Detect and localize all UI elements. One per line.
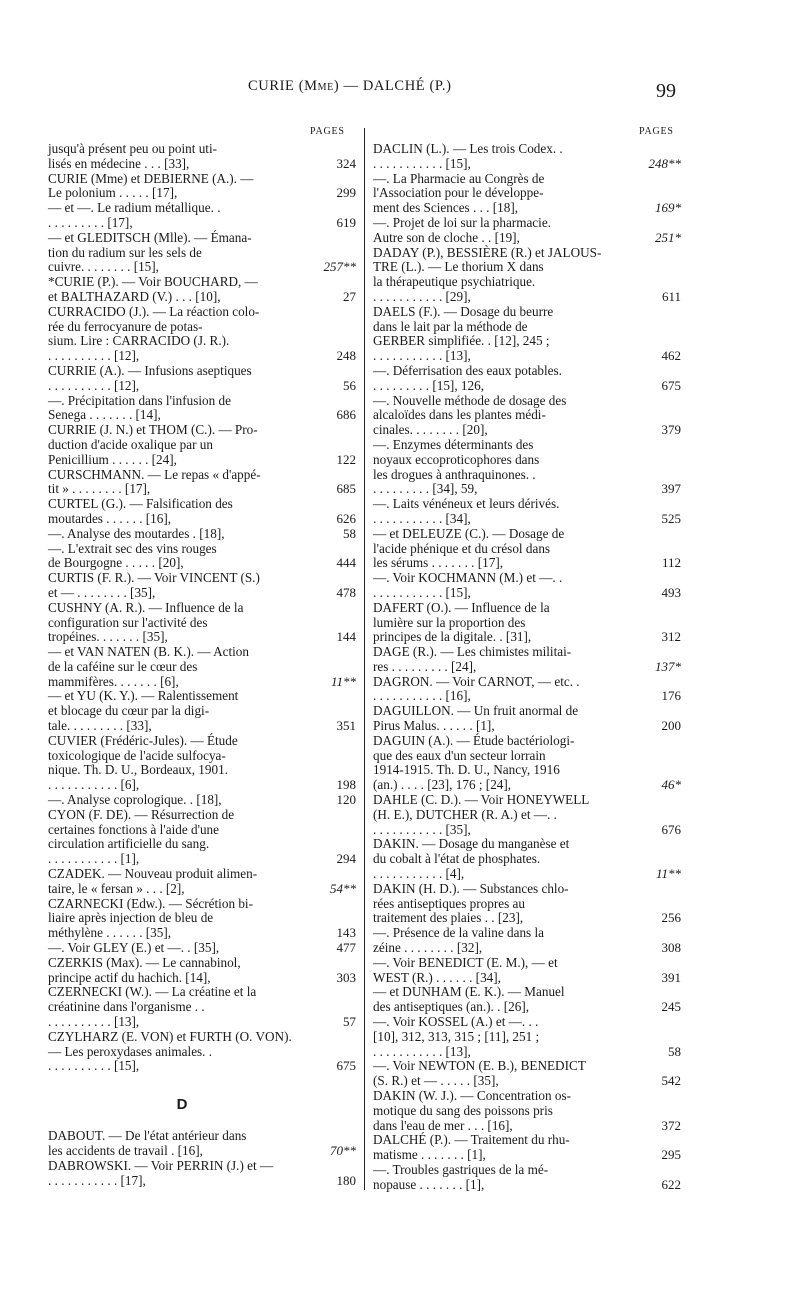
index-entry	[48, 1030, 356, 1074]
index-entry	[373, 246, 681, 305]
entry-text: —. Laits vénéneux et leurs dérivés. . . . . . . . . . . . [34],	[373, 496, 560, 526]
entry-text: —. Voir GLEY (E.) et —. . [35],	[48, 940, 220, 956]
entry-page-number: 54**	[330, 880, 356, 896]
index-entry	[373, 837, 681, 881]
index-entry	[373, 734, 681, 793]
index-entry	[48, 201, 356, 231]
index-entry	[373, 364, 681, 394]
entry-text: CURTIS (F. R.). — Voir VINCENT (S.) et — . . . . . . . . [35],	[48, 570, 260, 600]
entry-text: DABOUT. — De l'état antérieur dans les accidents de travail . [16],	[48, 1128, 247, 1158]
entry-text: —. Présence de la valine dans la zéine . . . . . . . . [32],	[373, 925, 545, 956]
index-entry	[48, 1129, 356, 1159]
entry-page-number: 622	[661, 1176, 681, 1192]
index-entry	[373, 1059, 681, 1089]
entry-page-number: 444	[336, 555, 356, 571]
entry-page-number: 70**	[330, 1143, 356, 1158]
index-entry	[373, 527, 681, 571]
entry-text: —. Déferrisation des eaux potables. . . . . . . . . . [15], 126,	[373, 362, 562, 393]
index-entry	[373, 675, 681, 705]
index-entry	[48, 985, 356, 1029]
entry-text: — et GLEDITSCH (Mlle). — Émana- tion du radium sur les sels de cuivre. . . . . . . . [15],	[48, 229, 252, 275]
entry-text: CYON (F. DE). — Résurrection de certaines fonctions à l'aide d'une circulation artificielle du sang. . . . . . . . . . . . [1],	[48, 806, 235, 867]
entry-text: —. Nouvelle méthode de dosage des alcaloïdes dans les plantes médi- cinales. . . . . . . . [20],	[373, 392, 567, 438]
entry-page-number: 180	[336, 1172, 356, 1188]
entry-text: —. Précipitation dans l'infusion de Senega . . . . . . . [14],	[48, 392, 231, 423]
entry-page-number: 308	[661, 940, 681, 956]
index-entry	[48, 394, 356, 424]
entry-page-number: 462	[661, 348, 681, 364]
entry-page-number: 626	[336, 510, 356, 526]
index-entry	[373, 497, 681, 527]
left-entries	[48, 142, 356, 1188]
entry-page-number: 169*	[655, 200, 681, 216]
entry-text: CZADEK. — Nouveau produit alimen- taire, le « fersan » . . . [2],	[48, 866, 258, 896]
entry-page-number: 397	[661, 481, 681, 497]
index-entry	[373, 985, 681, 1015]
entry-text: CURRACIDO (J.). — La réaction colo- rée du ferrocyanure de potas- sium. Lire : CARRACIDO (J. R.). . . . . . . . . . . [12],	[48, 303, 260, 364]
entry-text: DACLIN (L.). — Les trois Codex. . . . . . . . . . . . . [15],	[373, 141, 563, 171]
entry-page-number: 294	[336, 851, 356, 867]
index-entry	[373, 704, 681, 734]
index-entry	[373, 571, 681, 601]
index-entry	[373, 142, 681, 172]
index-entry	[48, 956, 356, 986]
entry-page-number: 245	[661, 999, 681, 1015]
index-entry	[373, 172, 681, 216]
entry-page-number: 58	[343, 525, 356, 541]
entry-text: CZARNECKI (Edw.). — Sécrétion bi- liaire après injection de bleu de méthylène . . . . . . [35],	[48, 895, 253, 941]
entry-text: CZYLHARZ (E. VON) et FURTH (O. VON). — Les peroxydases animales. . . . . . . . . . . . [15],	[48, 1028, 292, 1074]
entry-page-number: 257**	[323, 259, 356, 275]
entry-page-number: 351	[336, 718, 356, 734]
index-entry	[48, 601, 356, 645]
index-entry	[48, 542, 356, 572]
entry-text: —. Voir NEWTON (E. B.), BENEDICT (S. R.) et — . . . . . [35],	[373, 1058, 586, 1089]
entry-page-number: 122	[336, 451, 356, 467]
index-entry	[48, 793, 356, 808]
entry-page-number: 57	[343, 1014, 356, 1030]
entry-text: DALCHÉ (P.). — Traitement du rhu- matisme . . . . . . . [1],	[373, 1132, 570, 1163]
entry-text: DAGUIN (A.). — Étude bactériologi- que des eaux d'un secteur lorrain 1914-1915. Th. D. U., Nancy, 1916 (an.) . . . . [23], 176 ; [24],	[373, 732, 575, 793]
index-entry	[48, 364, 356, 394]
entry-text: CURIE (Mme) et DEBIERNE (A.). — Le polonium . . . . . [17],	[48, 170, 254, 201]
entry-page-number: 525	[661, 510, 681, 526]
index-entry	[48, 571, 356, 601]
entry-page-number: 675	[336, 1058, 356, 1074]
entry-text: — et VAN NATEN (B. K.). — Action de la caféine sur le cœur des mammifères. . . . . . . [6],	[48, 644, 249, 689]
index-entry	[48, 808, 356, 867]
entry-page-number: 120	[336, 792, 356, 808]
right-entries	[373, 142, 681, 1193]
entry-text: DADAY (P.), BESSIÈRE (R.) et JALOUS- TRE (L.). — Le thorium X dans la thérapeutique psychiatrique. . . . . . . . . . . . [29],	[373, 244, 602, 304]
entry-page-number: 248	[336, 348, 356, 364]
entry-text: —. Analyse des moutardes . [18],	[48, 525, 225, 541]
pages-column-label: PAGES	[310, 126, 345, 137]
entry-page-number: 391	[661, 969, 681, 985]
entry-text: DABROWSKI. — Voir PERRIN (J.) et — . . . . . . . . . . . [17],	[48, 1157, 274, 1188]
index-entry	[48, 734, 356, 793]
entry-text: —. La Pharmacie au Congrès de l'Association pour le développe- ment des Sciences . . . [18],	[373, 170, 545, 216]
section-letter: D	[176, 1096, 188, 1114]
index-entry	[373, 216, 681, 246]
index-entry	[48, 867, 356, 897]
entry-page-number: 143	[336, 925, 356, 941]
entry-page-number: 176	[661, 688, 681, 704]
entry-text: CURSCHMANN. — Le repas « d'appé- tit » . . . . . . . . [17],	[48, 466, 261, 497]
index-entry	[48, 897, 356, 941]
index-entry	[48, 231, 356, 275]
entry-page-number: 686	[336, 407, 356, 423]
entry-text: — et —. Le radium métallique. . . . . . . . . . . [17],	[48, 200, 221, 230]
entry-text: DAKIN (W. J.). — Concentration os- motique du sang des poissons pris dans l'eau de mer . . . [16],	[373, 1088, 572, 1133]
entry-text: CZERKIS (Max). — Le cannabinol, principe actif du hachich. [14],	[48, 954, 241, 985]
index-entry	[48, 305, 356, 364]
entry-page-number: 248**	[648, 155, 681, 171]
index-entry	[373, 438, 681, 497]
entry-page-number: 137*	[655, 658, 681, 674]
index-entry	[373, 601, 681, 645]
entry-page-number: 198	[336, 777, 356, 793]
entry-page-number: 56	[343, 377, 356, 393]
entry-text: CZERNECKI (W.). — La créatine et la créatinine dans l'organisme . . . . . . . . . . . . [13],	[48, 984, 257, 1030]
entry-text: — et DUNHAM (E. K.). — Manuel des antiseptiques (an.). . [26],	[373, 984, 565, 1015]
entry-page-number: 324	[336, 155, 356, 171]
entry-text: DAKIN (H. D.). — Substances chlo- rées antiseptiques propres au traitement des plaies . . [23],	[373, 880, 569, 926]
entry-text: DAKIN. — Dosage du manganèse et du cobalt à l'état de phosphates. . . . . . . . . . . . [4],	[373, 836, 570, 882]
entry-text: *CURIE (P.). — Voir BOUCHARD, — et BALTHAZARD (V.) . . . [10],	[48, 274, 258, 304]
index-entry	[48, 497, 356, 527]
pages-column-label: PAGES	[639, 126, 674, 137]
index-entry	[48, 468, 356, 498]
index-entry	[48, 275, 356, 305]
entry-page-number: 619	[336, 214, 356, 230]
index-entry	[48, 645, 356, 689]
entry-text: DAGRON. — Voir CARNOT, — etc. . . . . . . . . . . . . [16],	[373, 673, 580, 704]
entry-text: DAFERT (O.). — Influence de la lumière sur la proportion des principes de la digitale. . [31],	[373, 599, 550, 645]
page-number: 99	[656, 80, 676, 102]
entry-page-number: 256	[661, 910, 681, 926]
entry-page-number: 542	[661, 1073, 681, 1089]
index-entry	[373, 1163, 681, 1193]
entry-page-number: 478	[336, 584, 356, 600]
entry-text: —. Voir KOCHMANN (M.) et —. . . . . . . . . . . . . [15],	[373, 570, 563, 600]
entry-page-number: 11**	[655, 866, 681, 882]
entry-page-number: 611	[661, 288, 681, 304]
entry-page-number: 372	[661, 1117, 681, 1133]
index-entry	[48, 1159, 356, 1189]
index-entry	[48, 423, 356, 467]
entry-text: —. L'extrait sec des vins rouges de Bourgogne . . . . . [20],	[48, 540, 217, 571]
entry-page-number: 200	[661, 718, 681, 734]
entry-text: —. Troubles gastriques de la mé- nopause . . . . . . . [1],	[373, 1161, 549, 1192]
entry-text: DAGUILLON. — Un fruit anormal de Pirus Malus. . . . . . [1],	[373, 703, 579, 734]
entry-page-number: 477	[336, 940, 356, 956]
entry-page-number: 46*	[661, 777, 681, 793]
column-divider	[364, 128, 365, 1190]
index-entry	[373, 1133, 681, 1163]
entry-text: CUVIER (Frédéric-Jules). — Étude toxicologique de l'acide sulfocya- nique. Th. D. U., Bordeaux, 1901. . . . . . . . . . . . [6],	[48, 732, 238, 793]
entry-text: CUSHNY (A. R.). — Influence de la configuration sur l'activité des tropéines. . . . . . . [35],	[48, 599, 244, 645]
entry-page-number: 303	[336, 969, 356, 985]
entry-text: CURTEL (G.). — Falsification des moutardes . . . . . . [16],	[48, 496, 233, 526]
index-entry	[373, 882, 681, 926]
entry-text: CURRIE (J. N.) et THOM (C.). — Pro- duction d'acide oxalique par un Penicillium . . . . . . [24],	[48, 422, 258, 467]
entry-page-number: 676	[661, 821, 681, 837]
index-entry	[373, 305, 681, 364]
entry-text: jusqu'à présent peu ou point uti- lisés en médecine . . . [33],	[48, 141, 218, 171]
index-entry	[48, 172, 356, 202]
entry-text: DAHLE (C. D.). — Voir HONEYWELL (H. E.), DUTCHER (R. A.) et —. . . . . . . . . . . . . [35],	[373, 792, 590, 837]
entry-text: DAELS (F.). — Dosage du beurre dans le lait par la méthode de GERBER simplifiée. . [12], 245 ; . . . . . . . . . . . [13],	[373, 303, 554, 364]
entry-page-number: 379	[661, 422, 681, 438]
index-entry	[48, 142, 356, 172]
entry-page-number: 27	[343, 288, 356, 304]
index-entry	[373, 1015, 681, 1059]
entry-text: — et YU (K. Y.). — Ralentissement et blocage du cœur par la digi- tale. . . . . . . . . [33],	[48, 688, 239, 734]
page-header	[0, 72, 800, 112]
entry-text: —. Analyse coprologique. . [18],	[48, 792, 222, 808]
entry-page-number: 11**	[330, 673, 356, 689]
index-entry	[373, 956, 681, 986]
entry-text: —. Voir KOSSEL (A.) et —. . . [10], 312, 313, 315 ; [11], 251 ; . . . . . . . . . . . [13],	[373, 1014, 540, 1059]
entry-text: DAGE (R.). — Les chimistes militai- res . . . . . . . . . [24],	[373, 644, 572, 674]
index-entry	[48, 689, 356, 733]
entry-page-number: 685	[336, 481, 356, 497]
entry-page-number: 251*	[655, 229, 681, 245]
index-entry	[373, 1089, 681, 1133]
index-entry	[373, 645, 681, 675]
index-entry	[373, 793, 681, 837]
entry-text: —. Voir BENEDICT (E. M.), — et WEST (R.) . . . . . . [34],	[373, 954, 558, 985]
entry-page-number: 675	[661, 377, 681, 393]
entry-page-number: 295	[661, 1147, 681, 1163]
entry-text: —. Projet de loi sur la pharmacie. Autre son de cloche . . [19],	[373, 214, 551, 245]
entry-text: —. Enzymes déterminants des noyaux eccoproticophores dans les drogues à anthraquinones. . . . . . . . . . . [34], 59,	[373, 436, 540, 497]
entry-page-number: 58	[668, 1043, 681, 1059]
index-entry	[48, 941, 356, 956]
entry-page-number: 299	[336, 185, 356, 201]
index-entry	[373, 394, 681, 438]
running-head: CURIE (Mme) — DALCHÉ (P.)	[248, 78, 452, 94]
index-entry	[48, 527, 356, 542]
entry-text: — et DELEUZE (C.). — Dosage de l'acide phénique et du crésol dans les sérums . . . . . . . [17],	[373, 525, 565, 571]
entry-page-number: 112	[661, 555, 681, 571]
entry-page-number: 312	[661, 629, 681, 645]
entry-page-number: 493	[661, 584, 681, 600]
entry-page-number: 144	[336, 629, 356, 645]
entry-text: CURRIE (A.). — Infusions aseptiques . . . . . . . . . . [12],	[48, 362, 252, 393]
index-entry	[373, 926, 681, 956]
